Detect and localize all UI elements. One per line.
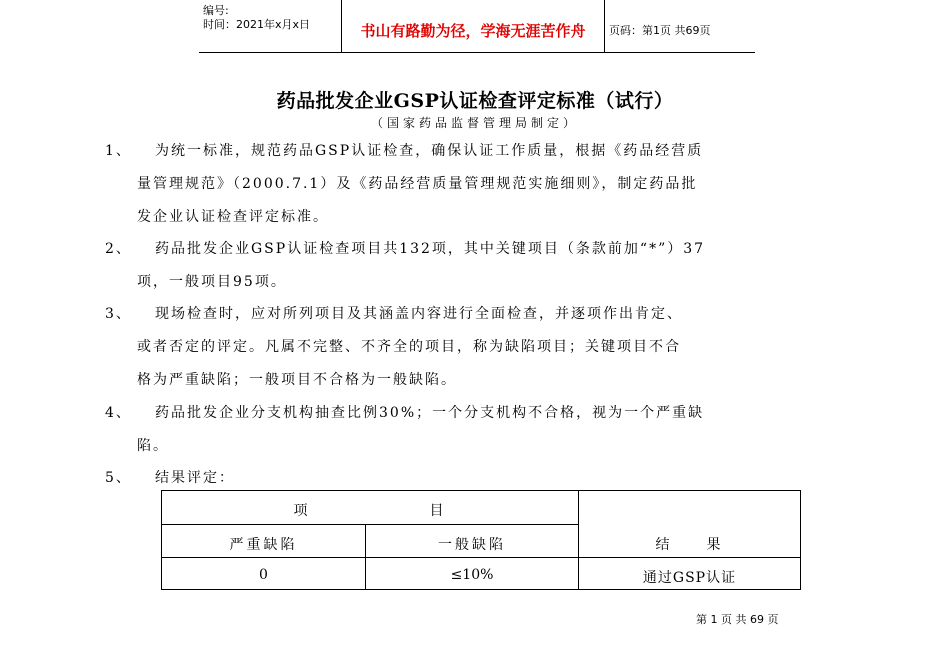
- table-divider: [162, 524, 578, 525]
- page-header: [199, 0, 755, 53]
- time-label: 时间：2021年x月x日: [203, 18, 311, 31]
- header-page-cell: [604, 0, 755, 52]
- page-footer: 第 1 页 共 69 页: [696, 613, 779, 626]
- result-table: [161, 490, 801, 590]
- paragraph-line: 格为严重缺陷；一般项目不合格为一般缺陷。: [137, 372, 457, 388]
- table-header-item: 项 目: [293, 503, 447, 519]
- table-header-general: 一般缺陷: [438, 537, 506, 553]
- paragraph-number: 2、: [105, 241, 132, 257]
- paragraph-line: 项，一般项目95项。: [137, 274, 287, 290]
- paragraph-line: 为统一标准，规范药品GSP认证检查，确保认证工作质量，根据《药品经营质: [155, 143, 704, 159]
- header-slogan-cell: [341, 0, 605, 52]
- table-cell-severe: 0: [259, 567, 268, 583]
- paragraph-number: 3、: [105, 306, 132, 322]
- table-header-result: 结 果: [655, 537, 724, 553]
- slogan: 书山有路勤为径，学海无涯苦作舟: [360, 22, 586, 40]
- table-divider: [162, 557, 800, 558]
- paragraph-number: 5、: [105, 470, 132, 486]
- paragraph-line: 陷。: [137, 438, 169, 454]
- paragraph-line: 量管理规范》（2000.7.1）及《药品经营质量管理规范实施细则》，制定药品批: [137, 176, 698, 192]
- paragraph-line: 结果评定：: [155, 470, 235, 486]
- table-header-severe: 严重缺陷: [229, 537, 298, 553]
- table-cell-general: ≤10%: [450, 567, 494, 583]
- document-subtitle: （国家药品监督管理局制定）: [370, 116, 579, 130]
- document-title: 药品批发企业GSP认证检查评定标准（试行）: [276, 90, 674, 112]
- paragraph-line: 或者否定的评定。凡属不完整、不齐全的项目，称为缺陷项目；关键项目不合: [137, 339, 681, 355]
- paragraph-line: 现场检查时，应对所列项目及其涵盖内容进行全面检查，并逐项作出肯定、: [155, 306, 683, 322]
- paragraph-line: 药品批发企业GSP认证检查项目共132项，其中关键项目（条款前加“*”）37: [155, 241, 706, 257]
- paragraph-number: 1、: [105, 143, 132, 159]
- table-cell-result: 通过GSP认证: [642, 570, 737, 586]
- header-meta: [199, 0, 341, 52]
- paragraph-line: 发企业认证检查评定标准。: [137, 209, 329, 225]
- header-page-info: 页码：第1页 共69页: [609, 24, 711, 37]
- paragraph-number: 4、: [105, 405, 132, 421]
- code-label: 编号:: [203, 4, 229, 17]
- paragraph-line: 药品批发企业分支机构抽查比例30%；一个分支机构不合格，视为一个严重缺: [155, 405, 705, 421]
